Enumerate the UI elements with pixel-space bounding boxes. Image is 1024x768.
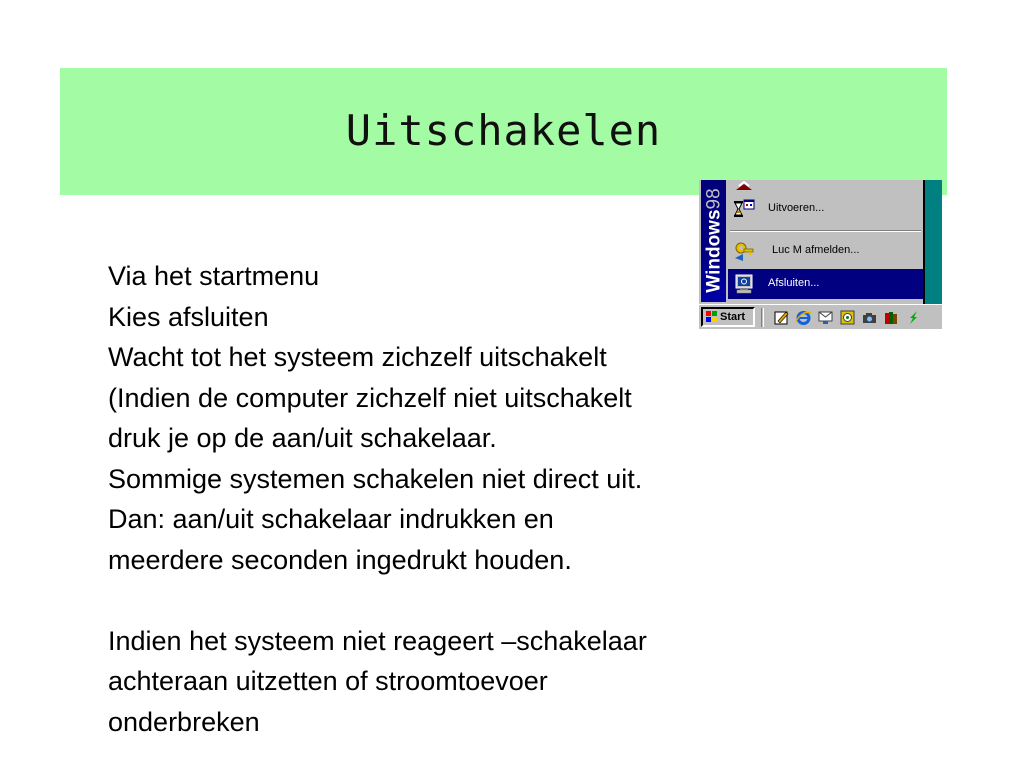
run-hourglass-icon xyxy=(733,198,755,220)
help-icon xyxy=(733,180,755,192)
body-line: achteraan uitzetten of stroomtoevoer xyxy=(108,666,548,696)
start-label: Start xyxy=(720,311,746,323)
blank-line xyxy=(108,580,828,621)
menu-item-run-label: Uitvoeren... xyxy=(768,202,825,214)
banner-light: 98 xyxy=(703,188,725,210)
title-band xyxy=(60,68,947,195)
body-line: Indien het systeem niet reageert –schakelaar xyxy=(108,625,647,656)
body-line: Via het startmenu xyxy=(108,261,320,291)
body-line: Wacht tot het systeem zichzelf uitschakelt xyxy=(108,342,607,372)
banner-bold: Windows xyxy=(703,209,725,293)
menu-item-log-off-label: Luc M afmelden... xyxy=(772,244,860,256)
channels-icon[interactable] xyxy=(839,309,856,326)
camera-icon[interactable] xyxy=(861,309,878,326)
books-icon[interactable] xyxy=(883,309,900,326)
body-line: Dan: aan/uit schakelaar indrukken en xyxy=(108,504,554,534)
body-line: (Indien de computer zichzelf niet uitschakelt xyxy=(108,382,632,413)
slide-title: Uitschakelen xyxy=(345,106,662,155)
green-arrow-icon[interactable] xyxy=(905,309,922,326)
body-line: Kies afsluiten xyxy=(108,301,269,332)
body-line: druk je op de aan/uit schakelaar. xyxy=(108,423,497,453)
desktop-background xyxy=(925,180,942,304)
body-line: onderbreken xyxy=(108,706,260,737)
body-text xyxy=(108,256,828,742)
body-line: Sommige systemen schakelen niet direct uit. xyxy=(108,463,643,494)
menu-separator xyxy=(730,230,921,232)
menu-item-shutdown-label: Afsluiten... xyxy=(768,277,820,289)
menu-item-run[interactable] xyxy=(728,194,923,224)
body-line: meerdere seconden ingedrukt houden. xyxy=(108,544,572,575)
